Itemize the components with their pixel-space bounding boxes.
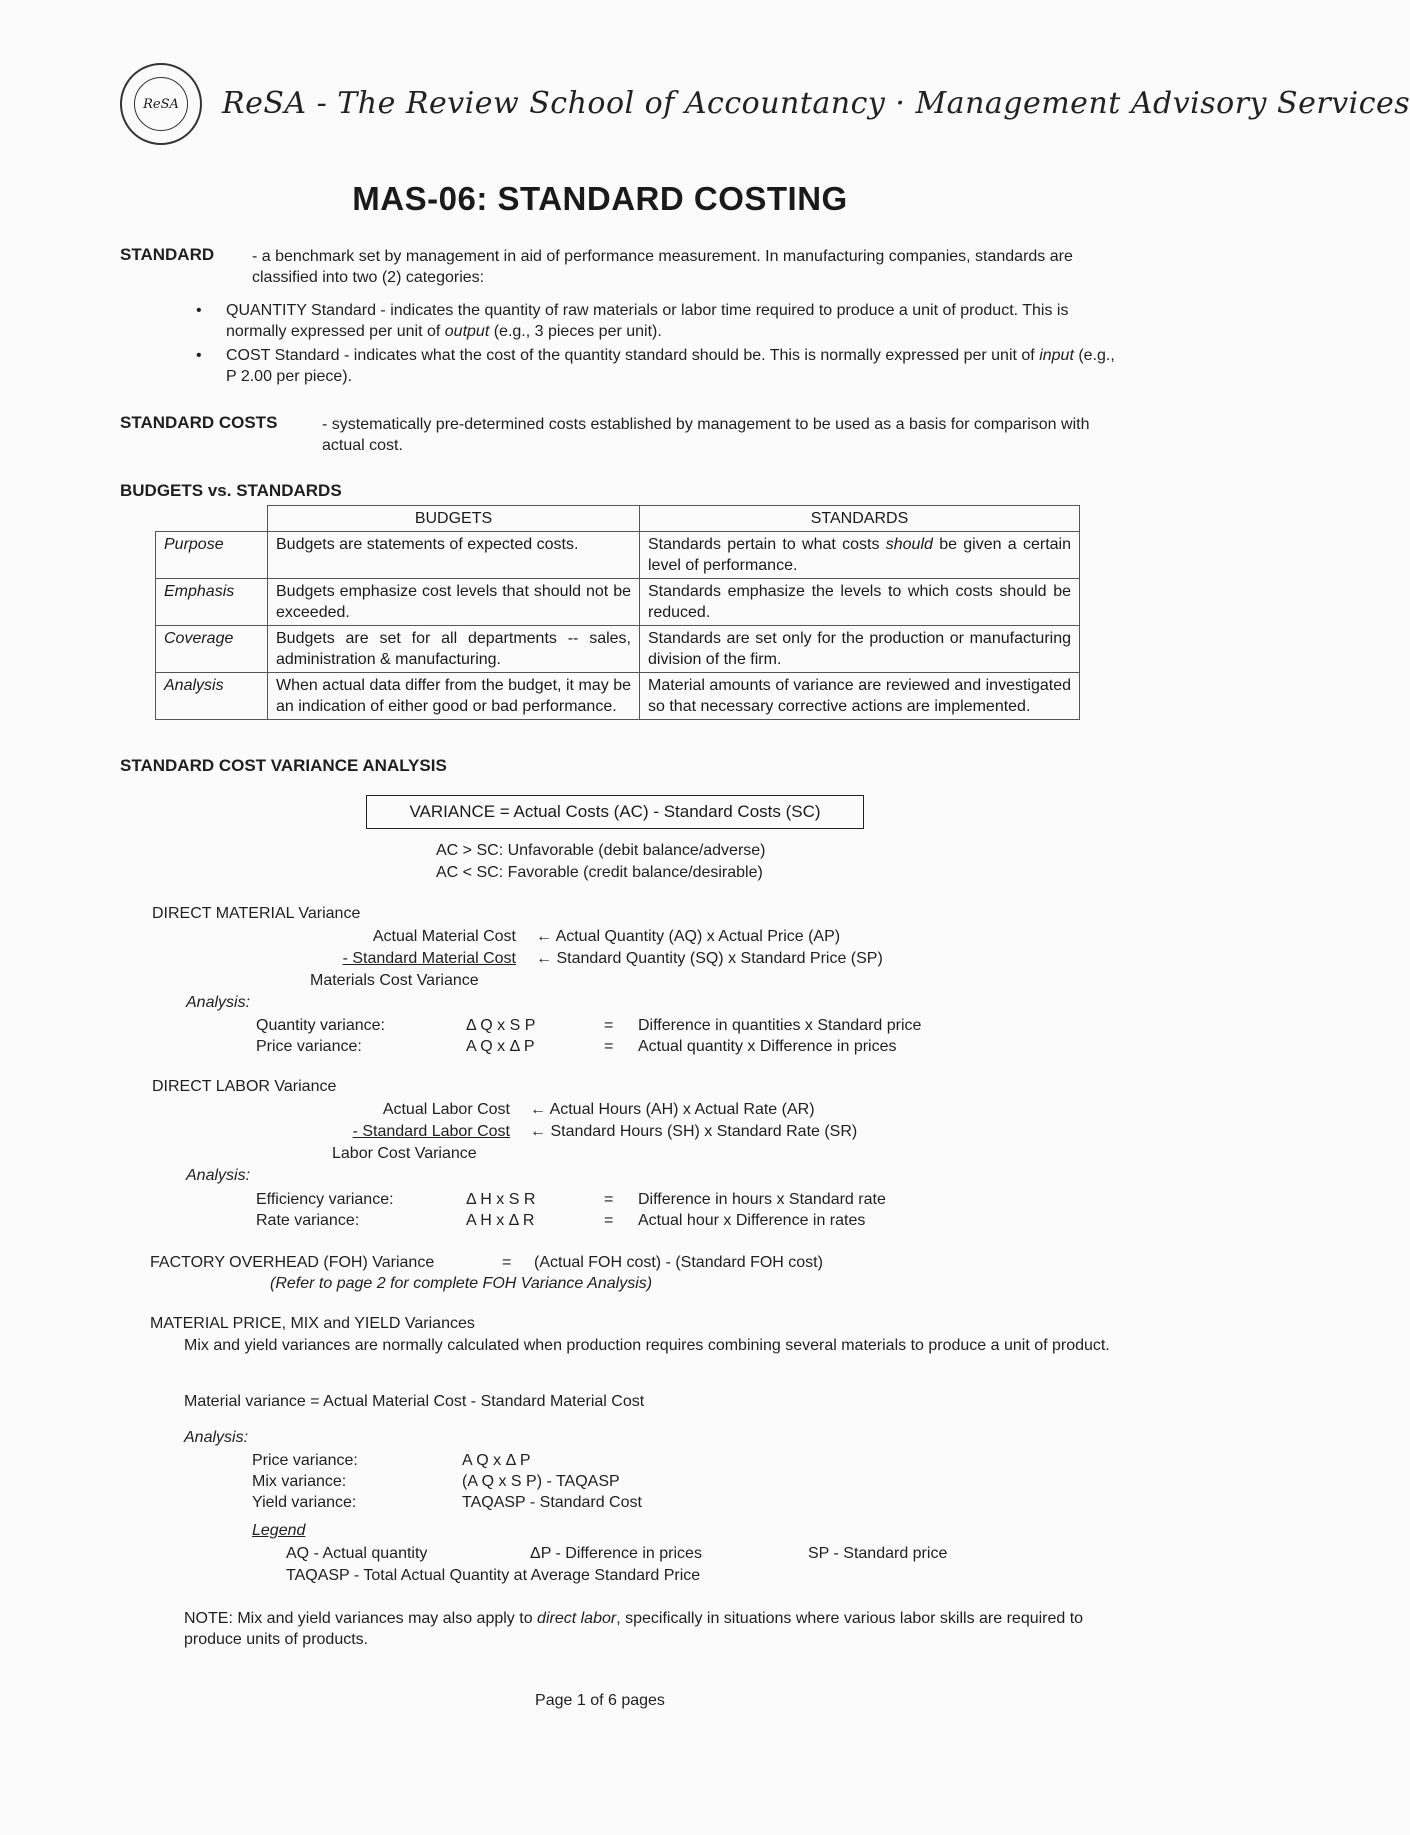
direct-material-title: DIRECT MATERIAL Variance [152,905,361,922]
my-yield-variance-formula: TAQASP - Standard Cost [462,1494,642,1511]
dl-efficiency-variance-eq: = [604,1191,614,1208]
quantity-standard-text: QUANTITY Standard - indicates the quantity of raw materials or labor time required to produce a unit of product. This is normally expressed per unit of [226,302,1069,340]
dm-cost-variance: Materials Cost Variance [310,972,479,989]
dl-rate-variance-formula: A H x Δ R [466,1212,535,1229]
dm-price-variance-eq: = [604,1038,614,1055]
cost-standard-text: COST Standard - indicates what the cost of the quantity standard should be. This is normally expressed per unit of [226,347,1035,364]
foh-eq: = [502,1254,512,1271]
school-name: ReSA - The Review School of Accountancy · Management Advisory Services [222,86,1410,121]
col-standards: STANDARDS [640,506,1080,532]
foh-note: (Refer to page 2 for complete FOH Variance Analysis) [270,1275,653,1292]
foh-title: FACTORY OVERHEAD (FOH) Variance [150,1254,435,1271]
table-corner [156,506,268,532]
variance-analysis-heading: STANDARD COST VARIANCE ANALYSIS [120,756,447,775]
dl-rate-variance-name: Rate variance: [256,1212,360,1229]
page-footer: Page 1 of 6 pages [535,1692,665,1709]
purpose-standards [640,532,1080,579]
dl-standard-cost: - Standard Labor Cost [352,1123,510,1140]
dl-standard-formula: ← Standard Hours (SH) x Standard Rate (SR) [530,1123,858,1140]
analysis-budgets: When actual data differ from the budget, it may be an indication of either good or bad performance. [268,673,640,720]
mix-yield-title: MATERIAL PRICE, MIX and YIELD Variances [150,1315,475,1332]
legend-dp: ΔP - Difference in prices [530,1545,702,1562]
dm-quantity-variance-desc: Difference in quantities x Standard price [638,1017,922,1034]
legend-title: Legend [252,1522,306,1539]
dl-efficiency-variance-name: Efficiency variance: [256,1191,394,1208]
standard-definition: - a benchmark set by management in aid of performance measurement. In manufacturing companies, standards are classified into two (2) categories: [252,248,1073,286]
my-price-variance-name: Price variance: [252,1452,358,1469]
legend-sp: SP - Standard price [808,1545,948,1562]
dm-quantity-variance-formula: Δ Q x S P [466,1017,536,1034]
dm-standard-cost: - Standard Material Cost [342,950,516,967]
dm-standard-formula: ← Standard Quantity (SQ) x Standard Price (SP) [536,950,883,967]
row-label-analysis: Analysis [156,673,268,720]
my-yield-variance-name: Yield variance: [252,1494,357,1511]
favorable-rule: AC < SC: Favorable (credit balance/desirable) [436,864,763,881]
cost-standard-tail: (e.g., P 2.00 per piece). [226,347,1115,385]
material-variance-formula: Material variance = Actual Material Cost - Standard Material Cost [184,1393,645,1410]
table-row [156,673,1080,720]
purpose-budgets: Budgets are statements of expected costs. [268,532,640,579]
budgets-vs-standards-heading: BUDGETS vs. STANDARDS [120,481,342,500]
dl-analysis-label: Analysis: [186,1167,251,1184]
note [184,1608,1104,1650]
table-header-row [156,506,1080,532]
dl-efficiency-variance-formula: Δ H x S R [466,1191,536,1208]
analysis-standards: Material amounts of variance are reviewed and investigated so that necessary corrective actions are implemented. [640,673,1080,720]
legend-aq: AQ - Actual quantity [286,1545,428,1562]
dm-price-variance-desc: Actual quantity x Difference in prices [638,1038,897,1055]
dm-price-variance-name: Price variance: [256,1038,362,1055]
mix-yield-desc: Mix and yield variances are normally calculated when production requires combining several materials to produce a unit of product. [184,1337,1110,1354]
dm-price-variance-formula: A Q x Δ P [466,1038,535,1055]
table-row [156,626,1080,673]
page-title: MAS-06: STANDARD COSTING [352,180,848,217]
dl-actual-cost: Actual Labor Cost [382,1101,510,1118]
foh-formula: (Actual FOH cost) - (Standard FOH cost) [534,1254,823,1271]
cost-standard-bullet [226,345,1122,387]
coverage-standards: Standards are set only for the production or manufacturing division of the firm. [640,626,1080,673]
purpose-standards-a: Standards pertain to what costs [648,536,880,553]
my-price-variance-formula: A Q x Δ P [462,1452,531,1469]
purpose-standards-emph: should [885,536,933,553]
quantity-standard-bullet [226,300,1122,342]
variance-formula-box: VARIANCE = Actual Costs (AC) - Standard Costs (SC) [366,795,864,829]
dl-rate-variance-desc: Actual hour x Difference in rates [638,1212,866,1229]
school-logo [120,63,202,145]
standard-term: STANDARD [120,245,215,264]
dm-analysis-label: Analysis: [186,994,251,1011]
unfavorable-rule: AC > SC: Unfavorable (debit balance/adverse) [436,842,766,859]
row-label-emphasis: Emphasis [156,579,268,626]
row-label-purpose: Purpose [156,532,268,579]
coverage-budgets: Budgets are set for all departments -- sales, administration & manufacturing. [268,626,640,673]
purpose-standards-b: be given a certain level of performance. [648,536,1071,574]
dm-actual-formula: ← Actual Quantity (AQ) x Actual Price (AP) [536,928,841,945]
logo-seal: ReSA [134,77,188,131]
emphasis-standards: Standards emphasize the levels to which costs should be reduced. [640,579,1080,626]
note-emph: direct labor [537,1610,617,1627]
note-a: NOTE: Mix and yield variances may also apply to [184,1610,533,1627]
dm-actual-cost: Actual Material Cost [372,928,516,945]
my-mix-variance-formula: (A Q x S P) - TAQASP [462,1473,620,1490]
emphasis-budgets: Budgets emphasize cost levels that should not be exceeded. [268,579,640,626]
standard-costs-term: STANDARD COSTS [120,413,278,432]
quantity-standard-emph: output [444,323,490,340]
note-b: , specifically in situations where various labor skills are required to produce units of products. [184,1610,1084,1648]
cost-standard-emph: input [1039,347,1074,364]
dl-efficiency-variance-desc: Difference in hours x Standard rate [638,1191,886,1208]
quantity-standard-tail: (e.g., 3 pieces per unit). [493,323,662,340]
table-row [156,579,1080,626]
my-analysis-label: Analysis: [184,1429,249,1446]
standard-costs-definition: - systematically pre-determined costs established by management to be used as a basis for comparison with actual cost. [322,416,1090,454]
col-budgets: BUDGETS [268,506,640,532]
row-label-coverage: Coverage [156,626,268,673]
dl-actual-formula: ← Actual Hours (AH) x Actual Rate (AR) [530,1101,815,1118]
dm-quantity-variance-eq: = [604,1017,614,1034]
my-mix-variance-name: Mix variance: [252,1473,347,1490]
legend-taqasp: TAQASP - Total Actual Quantity at Average Standard Price [286,1567,701,1584]
dm-quantity-variance-name: Quantity variance: [256,1017,385,1034]
dl-cost-variance: Labor Cost Variance [332,1145,477,1162]
direct-labor-title: DIRECT LABOR Variance [152,1078,337,1095]
table-row [156,532,1080,579]
dl-rate-variance-eq: = [604,1212,614,1229]
budgets-standards-table [155,505,1080,720]
